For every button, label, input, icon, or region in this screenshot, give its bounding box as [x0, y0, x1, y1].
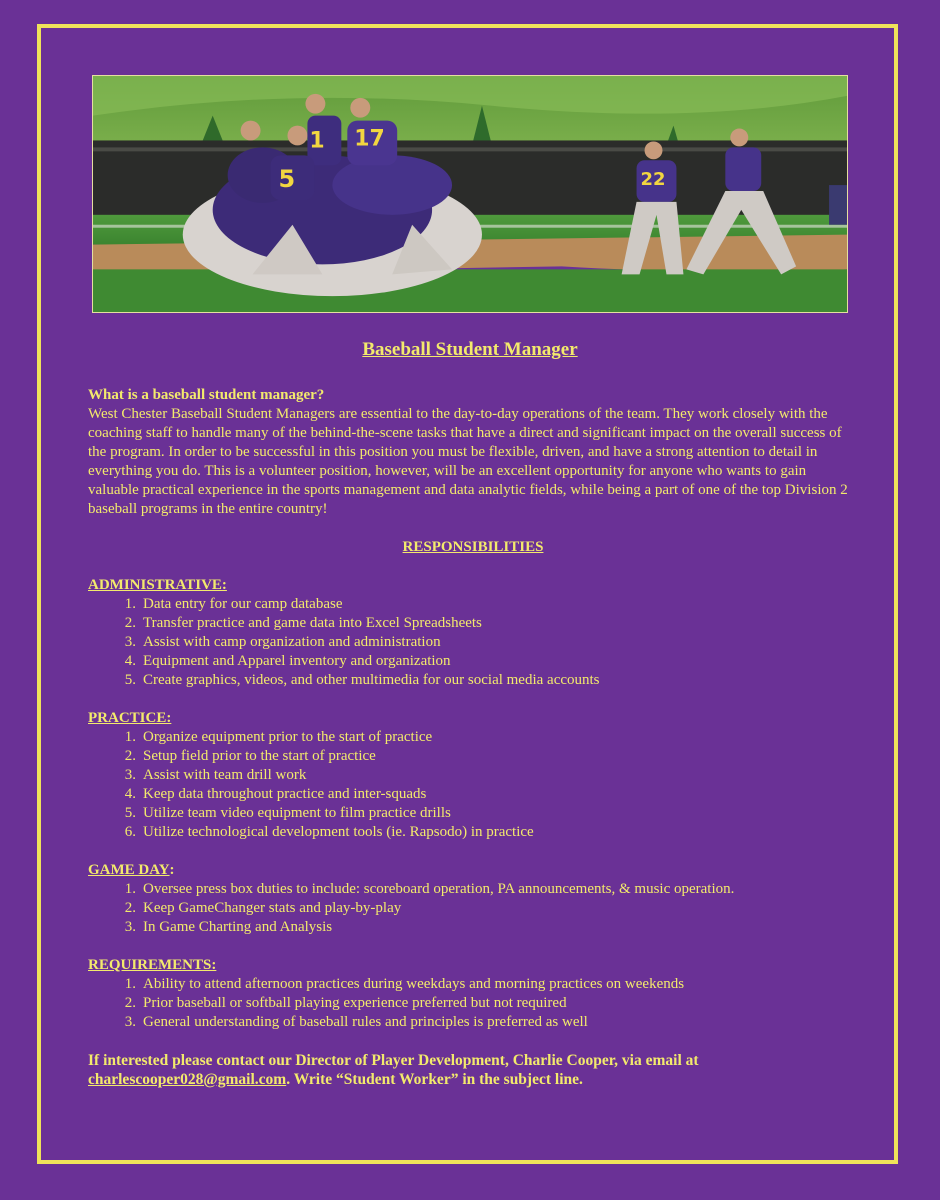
section-heading: REQUIREMENTS:: [88, 957, 217, 973]
list-number: 2.: [124, 748, 136, 764]
list-item: [88, 880, 858, 899]
section-practice: [88, 709, 858, 842]
responsibilities-heading: RESPONSIBILITIES: [402, 539, 544, 555]
heading-colon: :: [169, 862, 175, 878]
section-heading: GAME DAY: [88, 862, 170, 878]
list-item: [88, 975, 858, 994]
list-number: 2.: [124, 615, 136, 631]
list-text: Create graphics, videos, and other multimedia for our social media accounts: [143, 672, 600, 688]
svg-text:1: 1: [309, 128, 325, 154]
list-text: Oversee press box duties to include: scoreboard operation, PA announcements, & music operation.: [143, 881, 735, 897]
list-number: 4.: [124, 653, 136, 669]
list-number: 3.: [124, 634, 136, 650]
list-text: Assist with team drill work: [143, 767, 307, 783]
list-number: 3.: [124, 767, 136, 783]
list-number: 4.: [124, 786, 136, 802]
intro-paragraph: West Chester Baseball Student Managers are essential to the day-to-day operations of the team. They work closely with the coaching staff to handle many of the behind-the-scene tasks that have a direct and significant impact on the overall success of the program. In order to be successful in this position you must be flexible, driven, and have a strong attention to detail in everything you do. This is a volunteer position, however, will be an excellent opportunity for anyone who wants to gain valuable practical experience in the sports management and data analytic fields, while being a part of one of the top Division 2 baseball programs in the entire country!: [88, 406, 848, 517]
list-number: 1.: [124, 729, 136, 745]
practice-list: [88, 728, 858, 842]
list-number: 5.: [124, 672, 136, 688]
section-administrative: [88, 576, 858, 690]
requirements-list: [88, 975, 858, 1032]
page-title: Baseball Student Manager: [362, 339, 578, 360]
list-text: Utilize technological development tools (ie. Rapsodo) in practice: [143, 824, 534, 840]
contact-lead: If interested please contact our Director of Player Development, Charlie Cooper, via email at: [88, 1052, 699, 1069]
list-number: 3.: [124, 1014, 136, 1030]
list-text: In Game Charting and Analysis: [143, 919, 333, 935]
list-item: [88, 766, 858, 785]
email-link[interactable]: charlescooper028@gmail.com: [88, 1071, 287, 1088]
list-number: 6.: [124, 824, 136, 840]
list-item: [88, 918, 858, 937]
list-text: Equipment and Apparel inventory and organization: [143, 653, 451, 669]
game-day-list: [88, 880, 858, 937]
list-text: Assist with camp organization and administration: [143, 634, 441, 650]
list-number: 5.: [124, 805, 136, 821]
list-number: 1.: [124, 596, 136, 612]
list-item: [88, 633, 858, 652]
list-text: Organize equipment prior to the start of practice: [143, 729, 433, 745]
list-text: Keep data throughout practice and inter-squads: [143, 786, 427, 802]
section-requirements: [88, 956, 858, 1032]
list-item: [88, 899, 858, 918]
list-number: 3.: [124, 919, 136, 935]
list-item: [88, 671, 858, 690]
list-item: [88, 614, 858, 633]
administrative-list: [88, 595, 858, 690]
list-item: [88, 652, 858, 671]
list-text: Ability to attend afternoon practices during weekdays and morning practices on weekends: [143, 976, 685, 992]
document-body: [88, 386, 858, 1089]
list-number: 1.: [124, 881, 136, 897]
list-text: Prior baseball or softball playing experience preferred but not required: [143, 995, 567, 1011]
list-item: [88, 994, 858, 1013]
list-text: Keep GameChanger stats and play-by-play: [143, 900, 402, 916]
list-text: Transfer practice and game data into Excel Spreadsheets: [143, 615, 482, 631]
section-game-day: [88, 842, 858, 937]
contact-paragraph: [88, 1051, 858, 1089]
contact-tail: . Write “Student Worker” in the subject line.: [286, 1071, 583, 1088]
svg-text:17: 17: [354, 126, 385, 152]
list-text: Setup field prior to the start of practice: [143, 748, 376, 764]
svg-text:5: 5: [278, 165, 296, 194]
list-item: [88, 804, 858, 823]
team-celebration-photo: [92, 75, 848, 313]
section-heading: PRACTICE:: [88, 710, 172, 726]
list-text: Utilize team video equipment to film practice drills: [143, 805, 451, 821]
list-item: [88, 1013, 858, 1032]
list-item: [88, 823, 858, 842]
list-number: 1.: [124, 976, 136, 992]
list-text: General understanding of baseball rules and principles is preferred as well: [143, 1014, 588, 1030]
list-number: 2.: [124, 900, 136, 916]
section-heading: ADMINISTRATIVE:: [88, 577, 227, 593]
list-item: [88, 747, 858, 766]
intro-question: What is a baseball student manager?: [88, 387, 325, 403]
baseball-team-dogpile-image: [93, 76, 847, 312]
list-item: [88, 595, 858, 614]
list-item: [88, 728, 858, 747]
list-number: 2.: [124, 995, 136, 1011]
list-item: [88, 785, 858, 804]
list-text: Data entry for our camp database: [143, 596, 343, 612]
svg-text:22: 22: [640, 169, 666, 191]
